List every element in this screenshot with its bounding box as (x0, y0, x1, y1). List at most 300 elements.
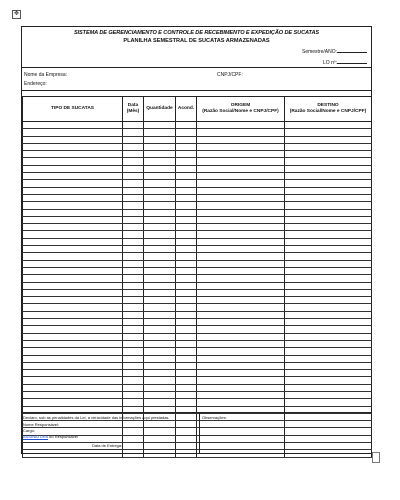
table-cell[interactable] (23, 282, 123, 289)
table-cell[interactable] (197, 253, 285, 260)
semester-field[interactable] (302, 48, 367, 55)
table-cell[interactable] (123, 224, 144, 231)
table-row (23, 333, 372, 340)
table-cell[interactable] (176, 143, 197, 150)
table-cell[interactable] (144, 319, 176, 326)
table-cell[interactable] (176, 216, 197, 223)
delivery-date-label: Data de Entrega: (92, 443, 123, 448)
table-cell[interactable] (176, 209, 197, 216)
table-cell[interactable] (285, 384, 372, 391)
table-cell[interactable] (144, 362, 176, 369)
table-cell[interactable] (144, 333, 176, 340)
responsible-name-label: Nome Responsável: (23, 422, 60, 427)
table-cell[interactable] (144, 297, 176, 304)
table-cell[interactable] (123, 209, 144, 216)
table-cell[interactable] (285, 143, 372, 150)
table-body (23, 122, 372, 458)
table-cell[interactable] (197, 209, 285, 216)
form-footer (22, 412, 371, 454)
table-cell[interactable] (197, 122, 285, 129)
table-cell[interactable] (123, 267, 144, 274)
cnpj-label: CNPJ/CPF: (217, 72, 243, 78)
table-cell[interactable] (23, 260, 123, 267)
table-row (23, 399, 372, 406)
table-row (23, 165, 372, 172)
table-row (23, 129, 372, 136)
table-cell[interactable] (285, 216, 372, 223)
table-cell[interactable] (176, 165, 197, 172)
table-row (23, 362, 372, 369)
table-cell[interactable] (197, 333, 285, 340)
table-cell[interactable] (123, 151, 144, 158)
table-cell[interactable] (123, 158, 144, 165)
table-cell[interactable] (144, 370, 176, 377)
table-row (23, 391, 372, 398)
table-cell[interactable] (197, 151, 285, 158)
table-cell[interactable] (285, 370, 372, 377)
table-cell[interactable] (176, 384, 197, 391)
table-cell[interactable] (285, 333, 372, 340)
table-cell[interactable] (197, 143, 285, 150)
position-label: Cargo: (23, 428, 36, 433)
form-title: SISTEMA DE GERENCIAMENTO E CONTROLE DE RECEBIMENTO E EXPEDIÇÃO DE SUCATAS (73, 30, 320, 36)
table-cell[interactable] (123, 289, 144, 296)
table-cell[interactable] (285, 246, 372, 253)
table-row (23, 260, 372, 267)
table-cell[interactable] (123, 246, 144, 253)
table-cell[interactable] (23, 253, 123, 260)
table-move-handle-icon[interactable]: ✥ (13, 11, 20, 17)
table-cell[interactable] (144, 355, 176, 362)
scrap-form (21, 26, 372, 454)
table-cell[interactable] (197, 238, 285, 245)
table-cell[interactable] (285, 362, 372, 369)
table-cell[interactable] (23, 326, 123, 333)
footer-divider (199, 413, 200, 454)
table-row (23, 224, 372, 231)
table-cell[interactable] (23, 129, 123, 136)
table-cell[interactable] (144, 151, 176, 158)
column-header-quantity: Quantidade (144, 97, 176, 122)
table-cell[interactable] (144, 384, 176, 391)
table-cell[interactable] (197, 377, 285, 384)
table-cell[interactable] (23, 304, 123, 311)
table-cell[interactable] (123, 275, 144, 282)
table-cell[interactable] (285, 377, 372, 384)
table-cell[interactable] (123, 391, 144, 398)
table-cell[interactable] (144, 180, 176, 187)
table-cell[interactable] (144, 348, 176, 355)
table-cell[interactable] (285, 209, 372, 216)
table-cell[interactable] (123, 362, 144, 369)
table-cell[interactable] (176, 340, 197, 347)
table-cell[interactable] (123, 231, 144, 238)
table-cell[interactable] (123, 143, 144, 150)
address-label: Endereço: (24, 81, 47, 87)
table-cell[interactable] (176, 377, 197, 384)
table-cell[interactable] (285, 158, 372, 165)
table-cell[interactable] (23, 362, 123, 369)
table-cell[interactable] (285, 275, 372, 282)
table-cell[interactable] (197, 129, 285, 136)
table-cell[interactable] (144, 216, 176, 223)
table-cell[interactable] (176, 326, 197, 333)
table-cell[interactable] (197, 260, 285, 267)
table-cell[interactable] (23, 289, 123, 296)
table-row (23, 297, 372, 304)
table-cell[interactable] (123, 194, 144, 201)
table-cell[interactable] (23, 165, 123, 172)
table-row (23, 282, 372, 289)
table-cell[interactable] (144, 143, 176, 150)
table-cell[interactable] (197, 319, 285, 326)
table-cell[interactable] (23, 340, 123, 347)
table-cell[interactable] (123, 282, 144, 289)
table-cell[interactable] (176, 362, 197, 369)
table-cell[interactable] (197, 326, 285, 333)
table-cell[interactable] (144, 253, 176, 260)
table-cell[interactable] (197, 180, 285, 187)
table-cell[interactable] (285, 180, 372, 187)
table-cell[interactable] (144, 282, 176, 289)
header-divider (22, 67, 371, 68)
table-cell[interactable] (176, 180, 197, 187)
table-row (23, 231, 372, 238)
scrap-table (22, 96, 372, 458)
table-cell[interactable] (176, 289, 197, 296)
table-cell[interactable] (23, 180, 123, 187)
table-cell[interactable] (285, 122, 372, 129)
table-cell[interactable] (144, 304, 176, 311)
table-cell[interactable] (123, 319, 144, 326)
column-header-scrap-type: TIPO DE SUCATAS (23, 97, 123, 122)
table-cell[interactable] (144, 187, 176, 194)
table-cell[interactable] (176, 267, 197, 274)
table-cell[interactable] (144, 231, 176, 238)
semester-label: Semestre/ANO: (301, 49, 337, 55)
table-cell[interactable] (197, 136, 285, 143)
table-cell[interactable] (285, 297, 372, 304)
table-cell[interactable] (23, 297, 123, 304)
table-cell[interactable] (285, 129, 372, 136)
table-cell[interactable] (176, 238, 197, 245)
table-cell[interactable] (285, 194, 372, 201)
table-cell[interactable] (285, 391, 372, 398)
table-cell[interactable] (176, 173, 197, 180)
table-cell[interactable] (144, 238, 176, 245)
table-cell[interactable] (144, 122, 176, 129)
table-cell[interactable] (23, 370, 123, 377)
table-cell[interactable] (197, 173, 285, 180)
table-cell[interactable] (123, 216, 144, 223)
table-cell[interactable] (23, 216, 123, 223)
table-cell[interactable] (285, 399, 372, 406)
table-cell[interactable] (285, 202, 372, 209)
table-cell[interactable] (197, 216, 285, 223)
table-cell[interactable] (176, 333, 197, 340)
table-cell[interactable] (144, 391, 176, 398)
table-cell[interactable] (123, 129, 144, 136)
column-header-packaging: Acond. (176, 97, 197, 122)
table-cell[interactable] (176, 282, 197, 289)
table-row (23, 158, 372, 165)
table-cell[interactable] (23, 209, 123, 216)
table-cell[interactable] (176, 122, 197, 129)
table-row (23, 384, 372, 391)
table-cell[interactable] (176, 275, 197, 282)
table-cell[interactable] (285, 282, 372, 289)
lo-field[interactable] (323, 59, 367, 66)
table-row (23, 194, 372, 201)
table-cell[interactable] (144, 158, 176, 165)
table-cell[interactable] (285, 253, 372, 260)
table-cell[interactable] (176, 260, 197, 267)
table-cell[interactable] (23, 319, 123, 326)
form-subtitle: PLANILHA SEMESTRAL DE SUCATAS ARMAZENADAS (123, 38, 270, 44)
table-cell[interactable] (176, 253, 197, 260)
table-cell[interactable] (197, 282, 285, 289)
table-row (23, 355, 372, 362)
table-cell[interactable] (23, 136, 123, 143)
table-row (23, 304, 372, 311)
table-cell[interactable] (23, 224, 123, 231)
table-cell[interactable] (144, 260, 176, 267)
table-cell[interactable] (144, 129, 176, 136)
table-cell[interactable] (23, 173, 123, 180)
table-cell[interactable] (197, 370, 285, 377)
table-cell[interactable] (285, 224, 372, 231)
table-cell[interactable] (176, 370, 197, 377)
table-cell[interactable] (23, 194, 123, 201)
table-cell[interactable] (123, 173, 144, 180)
page-corner-marker (372, 452, 380, 463)
table-cell[interactable] (285, 319, 372, 326)
table-cell[interactable] (23, 238, 123, 245)
info-divider (22, 90, 371, 91)
table-cell[interactable] (144, 399, 176, 406)
table-cell[interactable] (23, 333, 123, 340)
table-cell[interactable] (197, 297, 285, 304)
table-cell[interactable] (285, 151, 372, 158)
table-cell[interactable] (144, 202, 176, 209)
table-cell[interactable] (23, 246, 123, 253)
table-cell[interactable] (197, 362, 285, 369)
table-cell[interactable] (197, 202, 285, 209)
table-cell[interactable] (176, 187, 197, 194)
table-cell[interactable] (23, 143, 123, 150)
table-cell[interactable] (144, 340, 176, 347)
table-row (23, 246, 372, 253)
table-row (23, 267, 372, 274)
table-cell[interactable] (123, 340, 144, 347)
table-row (23, 326, 372, 333)
table-cell[interactable] (144, 173, 176, 180)
table-cell[interactable] (23, 275, 123, 282)
table-cell[interactable] (285, 173, 372, 180)
observations-label: Observações: (202, 415, 227, 420)
table-cell[interactable] (197, 224, 285, 231)
table-cell[interactable] (123, 348, 144, 355)
signature-label-rest: do Responsável (48, 434, 78, 439)
table-cell[interactable] (123, 187, 144, 194)
table-cell[interactable] (197, 348, 285, 355)
table-row (23, 187, 372, 194)
table-cell[interactable] (23, 122, 123, 129)
table-row (23, 340, 372, 347)
table-cell[interactable] (197, 311, 285, 318)
table-cell[interactable] (23, 348, 123, 355)
table-cell[interactable] (285, 348, 372, 355)
table-cell[interactable] (176, 194, 197, 201)
table-cell[interactable] (197, 165, 285, 172)
table-cell[interactable] (176, 355, 197, 362)
table-cell[interactable] (176, 151, 197, 158)
signature-link[interactable]: ASSINATURA (23, 434, 49, 439)
table-cell[interactable] (23, 158, 123, 165)
table-cell[interactable] (144, 224, 176, 231)
table-cell[interactable] (176, 158, 197, 165)
table-cell[interactable] (197, 187, 285, 194)
table-cell[interactable] (197, 267, 285, 274)
table-cell[interactable] (23, 202, 123, 209)
table-row (23, 289, 372, 296)
table-cell[interactable] (123, 165, 144, 172)
table-cell[interactable] (285, 267, 372, 274)
table-cell[interactable] (123, 304, 144, 311)
declaration-text: Declaro, sob as penalidades da Lei, a veracidade das informações aqui prestadas. (23, 415, 170, 420)
table-cell[interactable] (144, 136, 176, 143)
table-cell[interactable] (123, 377, 144, 384)
table-cell[interactable] (123, 253, 144, 260)
table-cell[interactable] (285, 304, 372, 311)
table-cell[interactable] (144, 326, 176, 333)
table-row (23, 253, 372, 260)
table-row (23, 122, 372, 129)
table-cell[interactable] (197, 384, 285, 391)
table-cell[interactable] (144, 289, 176, 296)
column-header-date: Data (Mês) (123, 97, 144, 122)
table-cell[interactable] (285, 238, 372, 245)
table-cell[interactable] (144, 165, 176, 172)
column-header-destination: DESTINO (Razão Social/Nome e CNPJ/CPF) (285, 97, 372, 122)
table-cell[interactable] (176, 129, 197, 136)
table-cell[interactable] (23, 384, 123, 391)
table-row (23, 370, 372, 377)
table-cell[interactable] (123, 384, 144, 391)
table-cell[interactable] (285, 187, 372, 194)
table-cell[interactable] (285, 165, 372, 172)
table-cell[interactable] (285, 136, 372, 143)
table-cell[interactable] (285, 260, 372, 267)
table-cell[interactable] (144, 267, 176, 274)
table-cell[interactable] (144, 377, 176, 384)
table-cell[interactable] (197, 275, 285, 282)
table-cell[interactable] (176, 311, 197, 318)
table-row (23, 180, 372, 187)
lo-label: LO nº: (322, 60, 337, 66)
table-cell[interactable] (176, 246, 197, 253)
table-cell[interactable] (23, 311, 123, 318)
table-cell[interactable] (123, 180, 144, 187)
table-cell[interactable] (123, 297, 144, 304)
table-cell[interactable] (197, 355, 285, 362)
table-cell[interactable] (176, 319, 197, 326)
table-cell[interactable] (197, 194, 285, 201)
table-cell[interactable] (123, 202, 144, 209)
table-cell[interactable] (197, 391, 285, 398)
table-cell[interactable] (176, 391, 197, 398)
table-cell[interactable] (123, 122, 144, 129)
table-cell[interactable] (285, 231, 372, 238)
table-cell[interactable] (197, 399, 285, 406)
table-cell[interactable] (123, 260, 144, 267)
signature-label (23, 434, 78, 439)
table-cell[interactable] (23, 399, 123, 406)
table-cell[interactable] (176, 399, 197, 406)
table-cell[interactable] (197, 158, 285, 165)
table-cell[interactable] (176, 231, 197, 238)
table-cell[interactable] (123, 333, 144, 340)
table-cell[interactable] (285, 326, 372, 333)
table-cell[interactable] (197, 231, 285, 238)
table-cell[interactable] (285, 340, 372, 347)
table-row (23, 151, 372, 158)
table-row (23, 238, 372, 245)
table-row (23, 143, 372, 150)
table-cell[interactable] (176, 304, 197, 311)
table-header-row (23, 97, 372, 122)
table-row (23, 136, 372, 143)
table-cell[interactable] (285, 355, 372, 362)
table-cell[interactable] (123, 370, 144, 377)
table-cell[interactable] (123, 238, 144, 245)
table-cell[interactable] (144, 209, 176, 216)
table-cell[interactable] (144, 311, 176, 318)
table-cell[interactable] (23, 391, 123, 398)
table-cell[interactable] (123, 399, 144, 406)
table-cell[interactable] (285, 289, 372, 296)
table-row (23, 202, 372, 209)
table-cell[interactable] (197, 289, 285, 296)
table-cell[interactable] (23, 151, 123, 158)
column-header-origin: ORIGEM (Razão Social/Nome e CNPJ/CPF) (197, 97, 285, 122)
table-cell[interactable] (23, 187, 123, 194)
table-row (23, 348, 372, 355)
table-cell[interactable] (197, 304, 285, 311)
table-row (23, 209, 372, 216)
table-cell[interactable] (123, 311, 144, 318)
table-cell[interactable] (123, 355, 144, 362)
table-cell[interactable] (23, 377, 123, 384)
table-cell[interactable] (176, 202, 197, 209)
table-row (23, 377, 372, 384)
table-cell[interactable] (176, 297, 197, 304)
table-cell[interactable] (176, 136, 197, 143)
table-cell[interactable] (176, 224, 197, 231)
table-cell[interactable] (23, 267, 123, 274)
table-cell[interactable] (144, 194, 176, 201)
table-cell[interactable] (197, 340, 285, 347)
table-cell[interactable] (197, 246, 285, 253)
table-cell[interactable] (144, 275, 176, 282)
table-cell[interactable] (144, 246, 176, 253)
table-cell[interactable] (285, 311, 372, 318)
table-cell[interactable] (123, 326, 144, 333)
table-cell[interactable] (123, 136, 144, 143)
table-cell[interactable] (23, 231, 123, 238)
table-cell[interactable] (23, 355, 123, 362)
table-cell[interactable] (176, 348, 197, 355)
